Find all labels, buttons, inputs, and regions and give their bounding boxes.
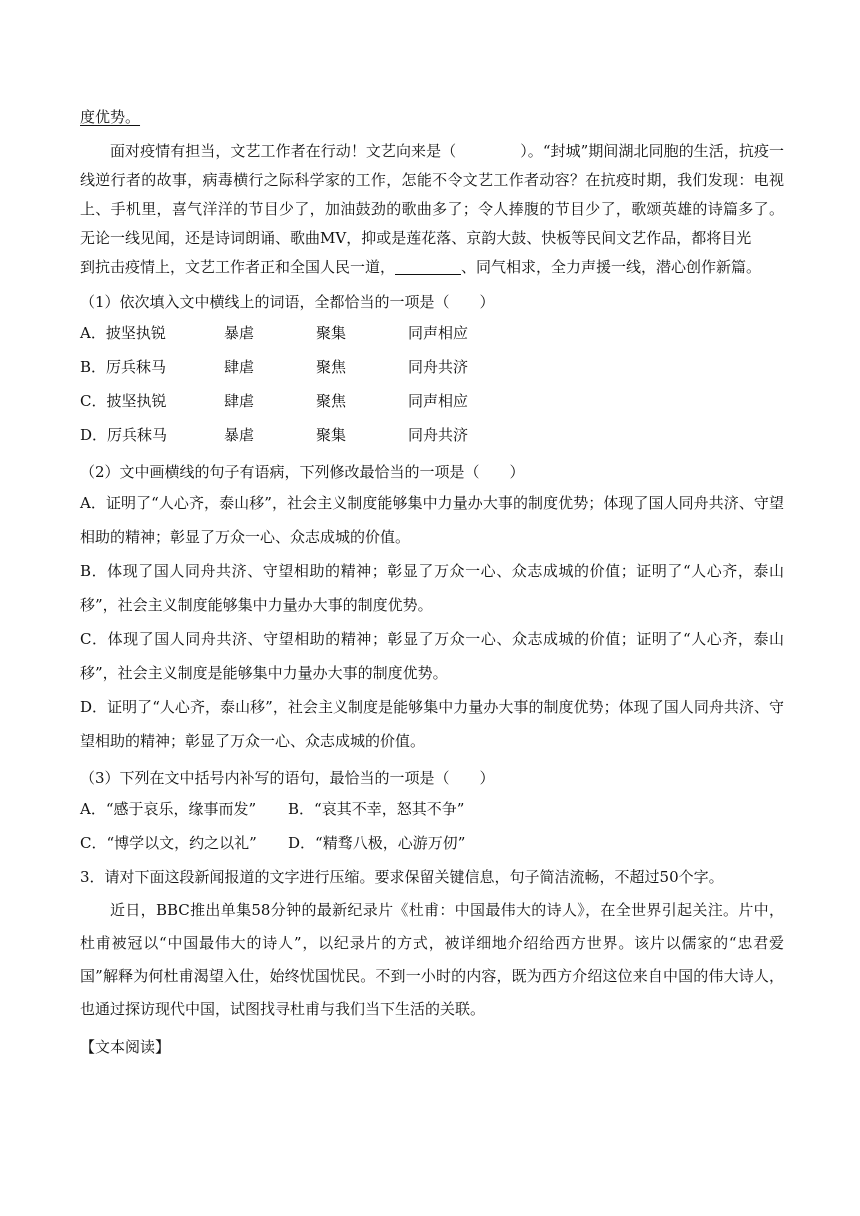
option-word-1: B．厉兵秣马 [80,358,167,376]
question-2-option-d: D．证明了“人心齐，泰山移”，社会主义制度是能够集中力量办大事的制度优势；体现了国人同舟共济、守望相助的精神；彰显了万众一心、众志成城的价值。 [80,698,784,750]
question-3-option-b: B．“哀其不幸，怒其不争” [288,800,465,818]
option-word-2: 暴虐 [224,324,255,342]
news-paragraph: 近日，BBC推出单集58分钟的最新纪录片《杜甫：中国最伟大的诗人》，在全世界引起关注。片中，杜甫被冠以“中国最伟大的诗人”，以纪录片的方式，被详细地介绍给西方世界。该片以儒家的“忠君爱国”解释为何杜甫渴望入仕，始终忧国忧民。不到一小时的内容，既为西方介绍这位来自中国的伟大诗人，也通过探访现代中国，试图找寻杜甫与我们当下生活的关联。 [80,901,784,1018]
passage-text-line5-before: 到抗击疫情上，文艺工作者正和全国人民一道， [80,258,396,276]
option-word-4: 同声相应 [408,324,469,342]
option-word-3: 聚焦 [316,392,347,410]
option-word-2: 暴虐 [224,426,255,444]
option-word-4: 同舟共济 [408,426,469,444]
option-word-1: A．披坚执锐 [80,324,166,342]
question-2-option-c: C．体现了国人同舟共济、守望相助的精神；彰显了万众一心、众志成城的价值；证明了“人心齐，泰山移”，社会主义制度是能够集中力量办大事的制度优势。 [80,630,784,682]
option-word-2: 肆虐 [224,392,255,410]
passage-text-before-paren: 面对疫情有担当，文艺工作者在行动！文艺向来是（ [110,142,457,160]
passage-text-line5-after: 、同气相求，全力声援一线，潜心创作新篇。 [461,258,762,276]
question-2-stem: （2）文中画横线的句子有语病，下列修改最恰当的一项是（ ） [80,463,525,481]
option-word-1: D．厉兵秣马 [80,426,168,444]
question-3-options-row-2 [80,826,784,860]
question-1-option-d [80,418,784,452]
question-1-option-c [80,384,784,418]
question-2-option-a: A．证明了“人心齐，泰山移”，社会主义制度能够集中力量办大事的制度优势；体现了国人同舟共济、守望相助的精神；彰显了万众一心、众志成城的价值。 [80,494,784,546]
question-1-option-b [80,350,784,384]
question-3-option-d: D．“精骛八极，心游万仞” [288,834,466,852]
question-2-option-b: B．体现了国人同舟共济、守望相助的精神；彰显了万众一心、众志成城的价值；证明了“人心齐，泰山移”，社会主义制度能够集中力量办大事的制度优势。 [80,562,784,614]
option-word-3: 聚焦 [316,358,347,376]
task-3-stem: 3．请对下面这段新闻报道的文字进行压缩。要求保留关键信息，句子简洁流畅，不超过50个字。 [80,868,724,886]
question-3-options-row-1 [80,792,784,826]
option-word-3: 聚集 [316,324,347,342]
passage-paragraph [80,137,784,282]
question-1-options [80,316,784,452]
question-3-stem: （3）下列在文中括号内补写的语句，最恰当的一项是（ ） [80,769,495,787]
option-word-3: 聚集 [316,426,347,444]
underlined-sentence-tail: 度优势。 [80,108,141,126]
option-word-4: 同舟共济 [408,358,469,376]
question-1-stem: （1）依次填入文中横线上的词语，全都恰当的一项是（ ） [80,293,495,311]
section-heading: 【文本阅读】 [80,1038,171,1056]
passage-text-after-paren: ）。“封城”期间湖北同胞的生活，抗疫一线逆行者的故事，病毒横行之际科学家的工作，怎能不令文艺工作者动容？在抗疫时期，我们发现：电视上、手机里，喜气洋洋的节目少了，加油鼓劲的歌曲多了；令人捧腹的节目少了，歌颂英雄的诗篇多了。无论一线见闻，还是诗词朗诵、歌曲MV，抑或是莲花落、京韵大鼓、快板等民间文艺作品，都将目光 [80,142,784,247]
question-1-option-a [80,316,784,350]
option-word-4: 同声相应 [408,392,469,410]
document-page [80,106,784,1064]
question-3-option-a: A．“感于哀乐，缘事而发” [80,800,257,818]
option-word-1: C．披坚执锐 [80,392,167,410]
question-3-option-c: C．“博学以文，约之以礼” [80,834,257,852]
fill-blank [395,258,461,275]
option-word-2: 肆虐 [224,358,255,376]
